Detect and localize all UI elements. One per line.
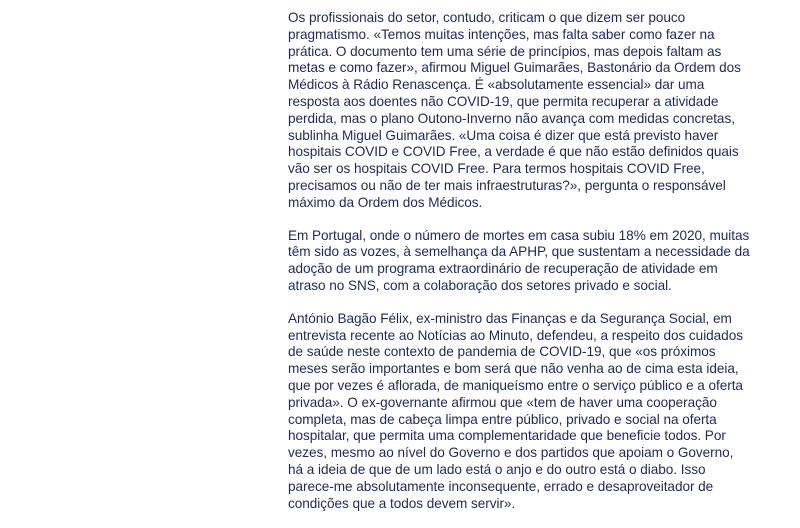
paragraph-portugal [288, 227, 750, 295]
text-line: condições que a todos devem servir». [288, 495, 516, 511]
text-line: António Bagão Félix, ex-ministro das Finanças e da Segurança Social, em [288, 310, 732, 326]
text-line: resposta aos doentes não COVID-19, que permita recuperar a atividade [288, 93, 719, 109]
text-line: Médicos à Rádio Renascença. É «absolutamente essencial» dar uma [288, 77, 705, 93]
paragraph-criticism [288, 10, 743, 212]
text-line: hospitais COVID e COVID Free, a verdade é que não estão definidos quais [288, 144, 739, 160]
text-line: privada». O ex-governante afirmou que «tem de haver uma cooperação [288, 394, 717, 410]
text-line: sublinha Miguel Guimarães. «Uma coisa é dizer que está previsto haver [288, 127, 719, 143]
text-line: vão ser os hospitais COVID Free. Para termos hospitais COVID Free, [288, 161, 705, 177]
text-line: de saúde neste contexto de pandemia de COVID-19, que «os próximos [288, 344, 716, 360]
text-line: máximo da Ordem dos Médicos. [288, 194, 483, 210]
text-line: prática. O documento tem uma série de princípios, mas depois faltam as [288, 43, 722, 59]
text-line: que por vezes é aflorada, de maniqueísmo entre o serviço público e a oferta [288, 377, 743, 393]
paragraph-bagao-felix [288, 311, 743, 513]
text-line: parece-me absolutamente inconsequente, errado e desaproveitador de [288, 478, 714, 494]
text-line: Em Portugal, onde o número de mortes em casa subiu 18% em 2020, muitas [288, 227, 750, 243]
text-line: completa, mas de cabeça limpa entre público, privado e social na oferta [288, 411, 717, 427]
text-line: hospitalar, que permita uma complementaridade que beneficie todos. Por [288, 428, 726, 444]
text-line: vezes, mesmo ao nível do Governo e dos partidos que apoiam o Governo, [288, 445, 734, 461]
text-line: metas e como fazer», afirmou Miguel Guimarães, Bastonário da Ordem dos [288, 60, 741, 76]
article-body [288, 10, 750, 528]
text-line: entrevista recente ao Notícias ao Minuto, defendeu, a respeito dos cuidados [288, 327, 743, 343]
text-line: precisamos ou não de ter mais infraestruturas?», pergunta o responsável [288, 177, 726, 193]
text-line: atraso no SNS, com a colaboração dos setores privado e social. [288, 277, 672, 293]
text-line: têm sido as vozes, à semelhança da APHP, que sustentam a necessidade da [288, 244, 750, 260]
text-line: adoção de um programa extraordinário de recuperação de atividade em [288, 261, 718, 277]
text-line: Os profissionais do setor, contudo, criticam o que dizem ser pouco [288, 10, 686, 25]
text-line: há a ideia de que de um lado está o anjo e do outro está o diabo. Isso [288, 461, 706, 477]
text-line: meses serão importantes e bom será que não venha ao de cima esta ideia, [288, 361, 739, 377]
text-line: pragmatismo. «Temos muitas intenções, mas falta saber como fazer na [288, 26, 715, 42]
text-line: perdida, mas o plano Outono-Inverno não avança com medidas concretas, [288, 110, 735, 126]
